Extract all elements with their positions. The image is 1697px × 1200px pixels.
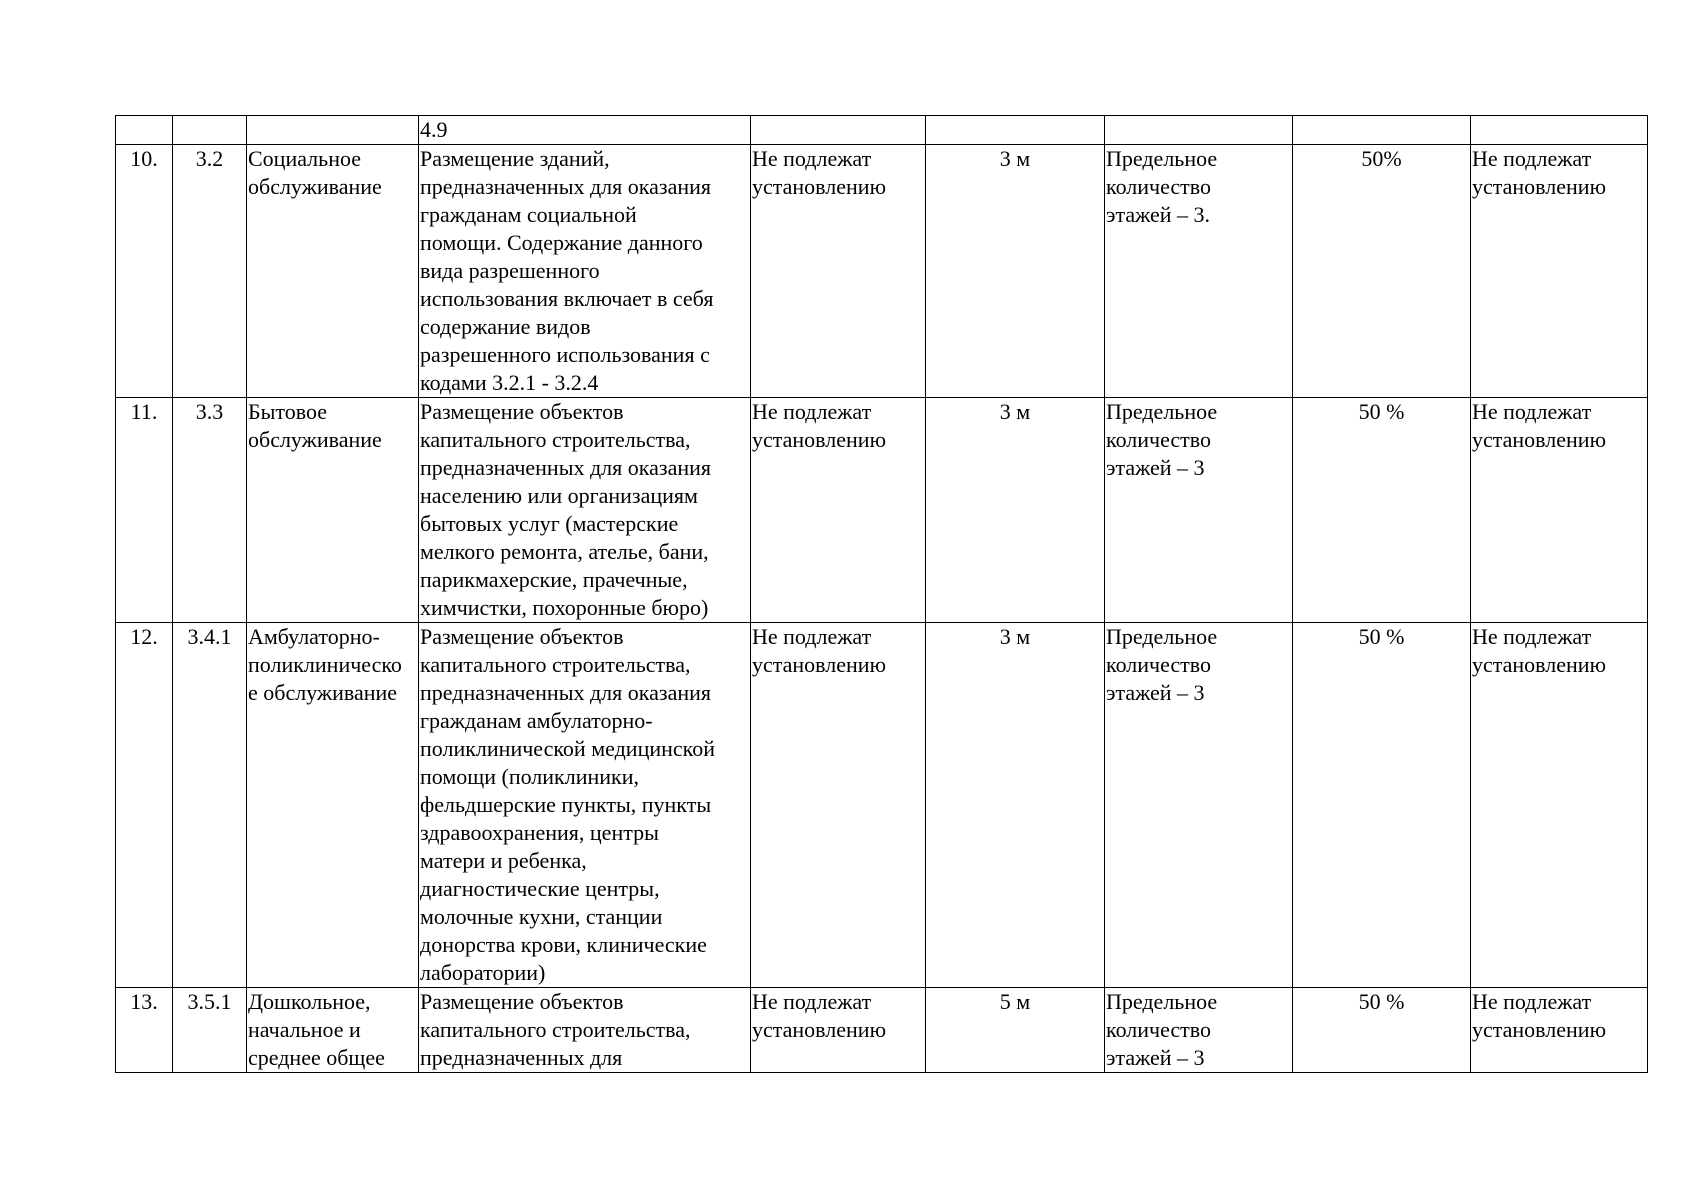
cell-col9 <box>1471 623 1648 988</box>
cell-col5-line: Не подлежат <box>752 989 872 1014</box>
cell-name <box>247 145 419 398</box>
cell-col9 <box>1471 398 1648 623</box>
cell-description-line: диагностические центры, <box>420 876 660 901</box>
cell-setback: 3 м <box>926 398 1105 623</box>
table-row <box>116 988 1648 1073</box>
cell-percent: 50% <box>1293 145 1471 398</box>
cell-name <box>247 398 419 623</box>
cell-percent: 50 % <box>1293 623 1471 988</box>
cell-description <box>419 398 751 623</box>
cell-description-line: Размещение зданий, <box>420 146 610 171</box>
cell-col9-line: Не подлежат <box>1472 989 1592 1014</box>
cell-name-line: е обслуживание <box>248 680 398 705</box>
table-body <box>116 116 1648 1073</box>
cell-description-line: капитального строительства, <box>420 652 691 677</box>
cell-description-line: использования включает в себя <box>420 286 714 311</box>
cell-floors-line: количество <box>1106 174 1212 199</box>
cell-col5 <box>751 623 926 988</box>
cell-col5-line: установлению <box>752 174 887 199</box>
cell-floors-line: количество <box>1106 652 1212 677</box>
cell-floors-line: этажей – 3 <box>1106 680 1205 705</box>
cell-floors <box>1105 116 1293 145</box>
cell-floors <box>1105 623 1293 988</box>
cell-setback: 5 м <box>926 988 1105 1073</box>
cell-setback: 3 м <box>926 623 1105 988</box>
cell-floors-line: количество <box>1106 1017 1212 1042</box>
cell-name-line: обслуживание <box>248 174 382 199</box>
cell-num <box>116 116 173 145</box>
cell-name-line: поликлиническо <box>248 652 402 677</box>
cell-description-line: здравоохранения, центры <box>420 820 659 845</box>
cell-col9 <box>1471 988 1648 1073</box>
cell-col5 <box>751 398 926 623</box>
cell-floors-line: Предельное <box>1106 624 1218 649</box>
cell-description-line: Размещение объектов <box>420 399 624 424</box>
cell-description-line: содержание видов <box>420 314 591 339</box>
cell-col9 <box>1471 116 1648 145</box>
cell-description <box>419 623 751 988</box>
cell-code: 3.3 <box>173 398 247 623</box>
cell-description-line: кодами 3.2.1 - 3.2.4 <box>420 370 599 395</box>
cell-col9-line: Не подлежат <box>1472 146 1592 171</box>
table-row <box>116 398 1648 623</box>
cell-description: 4.9 <box>419 116 751 145</box>
cell-col9-line: установлению <box>1472 174 1607 199</box>
cell-floors-line: Предельное <box>1106 146 1218 171</box>
cell-description-line: помощи. Содержание данного <box>420 230 703 255</box>
cell-name <box>247 623 419 988</box>
cell-description-line: капитального строительства, <box>420 427 691 452</box>
cell-floors-line: Предельное <box>1106 399 1218 424</box>
cell-description-line: лаборатории) <box>420 960 546 985</box>
cell-description-line: предназначенных для <box>420 1045 623 1070</box>
cell-description <box>419 988 751 1073</box>
cell-floors <box>1105 145 1293 398</box>
cell-description-line: химчистки, похоронные бюро) <box>420 595 709 620</box>
cell-num: 12. <box>116 623 173 988</box>
cell-col5 <box>751 116 926 145</box>
cell-name-line: обслуживание <box>248 427 382 452</box>
cell-description-line: разрешенного использования с <box>420 342 710 367</box>
cell-code <box>173 116 247 145</box>
cell-description-line: гражданам социальной <box>420 202 637 227</box>
cell-description-line: населению или организациям <box>420 483 698 508</box>
cell-name-line: Социальное <box>248 146 361 171</box>
cell-col5-line: установлению <box>752 652 887 677</box>
cell-description-line: матери и ребенка, <box>420 848 587 873</box>
cell-col9-line: установлению <box>1472 652 1607 677</box>
cell-description-line: предназначенных для оказания <box>420 680 712 705</box>
table-row <box>116 145 1648 398</box>
cell-name <box>247 116 419 145</box>
cell-description-line: Размещение объектов <box>420 624 624 649</box>
cell-description-line: помощи (поликлиники, <box>420 764 640 789</box>
table-row <box>116 623 1648 988</box>
cell-col5-line: установлению <box>752 1017 887 1042</box>
cell-description-line: парикмахерские, прачечные, <box>420 567 688 592</box>
cell-name-line: Бытовое <box>248 399 328 424</box>
cell-code: 3.4.1 <box>173 623 247 988</box>
cell-description <box>419 145 751 398</box>
cell-floors-line: Предельное <box>1106 989 1218 1014</box>
cell-description-line: поликлинической медицинской <box>420 736 716 761</box>
cell-floors-line: этажей – 3 <box>1106 1045 1205 1070</box>
cell-col9-line: Не подлежат <box>1472 399 1592 424</box>
cell-floors <box>1105 988 1293 1073</box>
cell-name-line: начальное и <box>248 1017 361 1042</box>
cell-col9-line: установлению <box>1472 1017 1607 1042</box>
cell-name-line: Амбулаторно- <box>248 624 380 649</box>
cell-percent: 50 % <box>1293 398 1471 623</box>
cell-percent: 50 % <box>1293 988 1471 1073</box>
cell-floors <box>1105 398 1293 623</box>
cell-name-line: Дошкольное, <box>248 989 371 1014</box>
cell-col5-line: Не подлежат <box>752 399 872 424</box>
table-row-continuation <box>116 116 1648 145</box>
cell-floors-line: количество <box>1106 427 1212 452</box>
cell-col9-line: Не подлежат <box>1472 624 1592 649</box>
cell-col5-line: установлению <box>752 427 887 452</box>
cell-description-line: Размещение объектов <box>420 989 624 1014</box>
cell-num: 10. <box>116 145 173 398</box>
cell-description-line: донорства крови, клинические <box>420 932 707 957</box>
cell-name-line: среднее общее <box>248 1045 385 1070</box>
cell-description-line: капитального строительства, <box>420 1017 691 1042</box>
cell-code: 3.2 <box>173 145 247 398</box>
cell-num: 13. <box>116 988 173 1073</box>
cell-col9-line: установлению <box>1472 427 1607 452</box>
cell-col5-line: Не подлежат <box>752 146 872 171</box>
cell-description-line: фельдшерские пункты, пункты <box>420 792 712 817</box>
cell-name <box>247 988 419 1073</box>
zoning-table <box>115 115 1648 1073</box>
cell-description-line: мелкого ремонта, ателье, бани, <box>420 539 709 564</box>
cell-description-line: бытовых услуг (мастерские <box>420 511 679 536</box>
cell-description-line: гражданам амбулаторно- <box>420 708 653 733</box>
cell-description-line: молочные кухни, станции <box>420 904 663 929</box>
cell-col9 <box>1471 145 1648 398</box>
cell-description-line: предназначенных для оказания <box>420 174 712 199</box>
cell-setback <box>926 116 1105 145</box>
cell-description-line: предназначенных для оказания <box>420 455 712 480</box>
cell-floors-line: этажей – 3 <box>1106 455 1205 480</box>
cell-floors-line: этажей – 3. <box>1106 202 1211 227</box>
cell-col5 <box>751 145 926 398</box>
cell-setback: 3 м <box>926 145 1105 398</box>
cell-code: 3.5.1 <box>173 988 247 1073</box>
cell-percent <box>1293 116 1471 145</box>
cell-num: 11. <box>116 398 173 623</box>
cell-description-line: вида разрешенного <box>420 258 600 283</box>
cell-col5 <box>751 988 926 1073</box>
cell-col5-line: Не подлежат <box>752 624 872 649</box>
